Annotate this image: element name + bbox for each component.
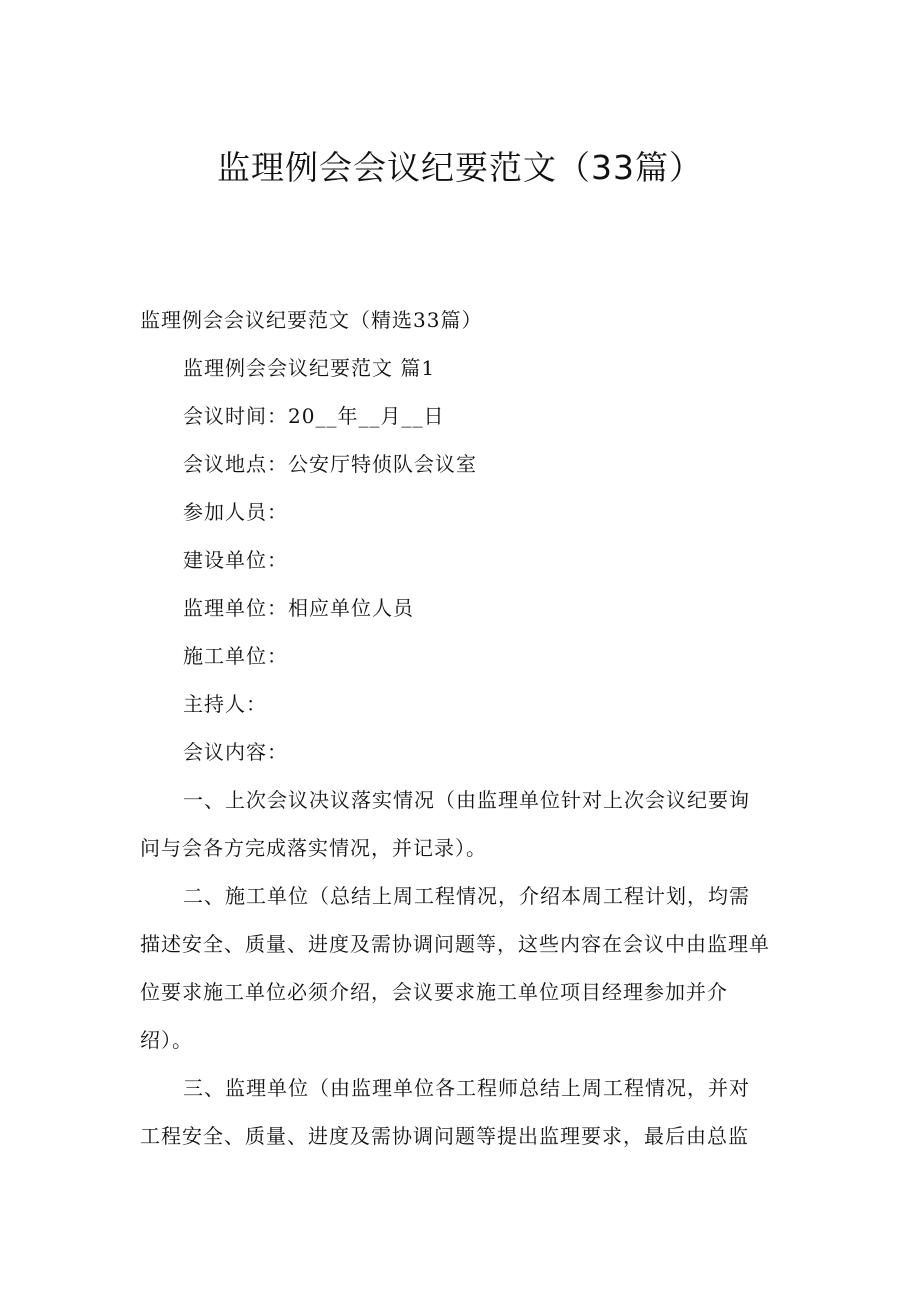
meeting-time: 会议时间：20__年__月__日 <box>183 404 445 428</box>
host-label: 主持人： <box>183 692 267 716</box>
paragraph-item-2: 二、施工单位（总结上周工程情况，介绍本周工程计划，均需描述安全、质量、进度及需协调问题等，这些内容在会议中由监理单位要求施工单位必须介绍，会议要求施工单位项目经理参加并介绍）。 <box>140 884 770 1052</box>
attendees-label: 参加人员： <box>183 500 288 524</box>
meeting-content-label: 会议内容： <box>183 740 288 764</box>
subtitle-line: 监理例会会议纪要范文（精选33篇） <box>140 308 483 332</box>
paragraph-item-3: 三、监理单位（由监理单位各工程师总结上周工程情况，并对工程安全、质量、进度及需协调问题等提出监理要求，最后由总监 <box>140 1076 750 1148</box>
document-body <box>140 296 770 1160</box>
document-title: 监理例会会议纪要范文（33篇） <box>217 148 703 187</box>
contractor-unit: 施工单位： <box>183 644 288 668</box>
section-heading: 监理例会会议纪要范文 篇1 <box>183 356 436 380</box>
meeting-location: 会议地点：公安厅特侦队会议室 <box>183 452 477 476</box>
supervision-unit: 监理单位：相应单位人员 <box>183 596 414 620</box>
construction-unit: 建设单位： <box>183 548 288 572</box>
paragraph-item-1: 一、上次会议决议落实情况（由监理单位针对上次会议纪要询问与会各方完成落实情况，并记录）。 <box>140 788 750 860</box>
